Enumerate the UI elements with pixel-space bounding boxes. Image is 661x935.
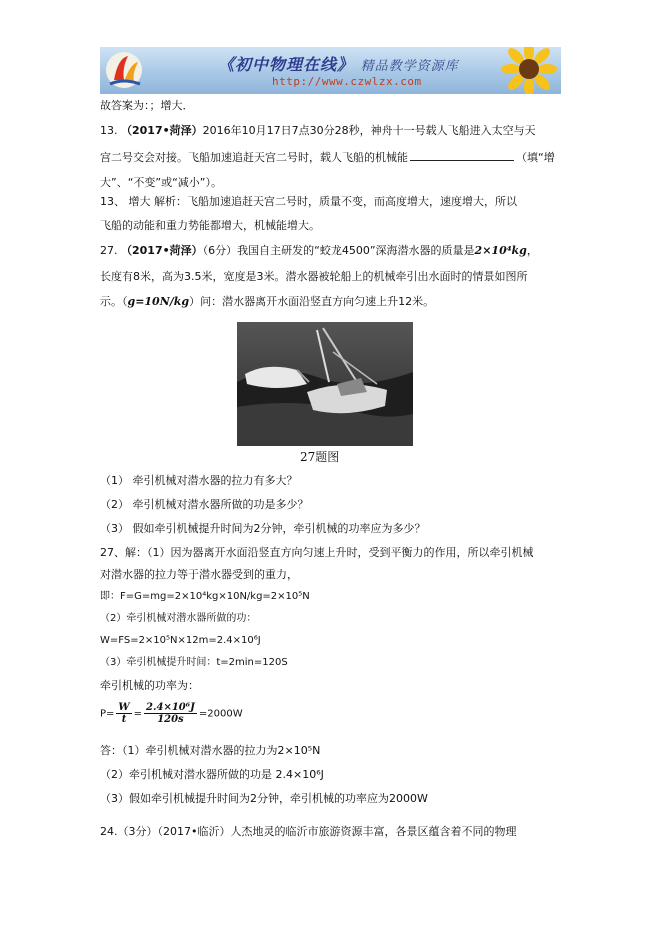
banner-title xyxy=(218,52,459,75)
q27-mass: 2×10⁴kg xyxy=(474,244,527,257)
solution-27-work: W=FS=2×10⁵N×12m=2.4×10⁶J xyxy=(100,635,261,646)
question-27-line3 xyxy=(100,295,434,309)
submersible-photo xyxy=(237,322,413,446)
fraction-denominator-1: t xyxy=(121,714,127,725)
banner-subtitle: 精品教学资源库 xyxy=(360,59,459,74)
question-13-line3: 大”、“不变”或“减小”）。 xyxy=(100,176,222,189)
solution-27-line1: 27、解：（1）因为器离开水面沿竖直方向匀速上升时，受到平衡力的作用，所以牵引机械 xyxy=(100,546,534,559)
fraction-denominator-2: 120s xyxy=(157,714,184,725)
answer-blank xyxy=(410,150,514,161)
q13-text: 2016年10月17日7点30分28秒，神舟十一号载人飞船进入太空与天 xyxy=(202,124,536,137)
question-27-line1 xyxy=(100,244,538,258)
answer-27-2: （2）牵引机械对潜水器所做的功是 2.4×10⁶J xyxy=(100,768,324,781)
q13-text-2: 宫二号交会对接。飞船加速追赶天宫二号时，载人飞船的机械能 xyxy=(100,151,408,164)
answer-27-1: 答：（1）牵引机械对潜水器的拉力为2×10⁵N xyxy=(100,744,321,757)
q13-number: 13. xyxy=(100,124,121,137)
sub-question-2: （2） 牵引机械对潜水器所做的功是多少？ xyxy=(100,498,309,511)
q13-hint: （填“增 xyxy=(516,151,555,164)
q27-source: （2017•菏泽） xyxy=(121,244,203,257)
figure-caption: 27题图 xyxy=(300,450,340,464)
question-13-line1 xyxy=(100,124,536,138)
q27-text-3c: ）问：潜水器离开水面沿竖直方向匀速上升12米。 xyxy=(189,295,435,308)
formula-result: =2000W xyxy=(198,708,243,720)
sub-question-1: （1） 牵引机械对潜水器的拉力有多大？ xyxy=(100,474,298,487)
solution-27-work-label: （2）牵引机械对潜水器所做的功： xyxy=(100,613,257,624)
power-formula xyxy=(100,702,243,725)
banner-url: http://www.czwlzx.com xyxy=(272,75,422,88)
solution-27-time: （3）牵引机械提升时间：t=2min=120S xyxy=(100,657,288,668)
solution-27-power-label: 牵引机械的功率为： xyxy=(100,679,199,692)
sub-question-3: （3） 假如牵引机械提升时间为2分钟，牵引机械的功率应为多少？ xyxy=(100,522,426,535)
sunflower-icon xyxy=(501,47,557,94)
logo-icon xyxy=(104,50,144,90)
answer-27-3: （3）假如牵引机械提升时间为2分钟，牵引机械的功率应为2000W xyxy=(100,792,428,805)
gravity-constant: g=10N/kg xyxy=(127,295,190,308)
fraction-numerator-1: W xyxy=(118,702,130,713)
fraction-w-over-t xyxy=(116,702,131,725)
question-24-line1: 24.（3分）（2017•临沂）人杰地灵的临沂市旅游资源丰富，各景区蕴含着不同的物理 xyxy=(100,825,517,838)
fraction-numerator-2: 2.4×10⁶J xyxy=(146,702,195,713)
fraction-values xyxy=(144,702,197,725)
solution-13-line1: 13、 增大 解析：飞船加速追赶天宫二号时，质量不变，而高度增大，速度增大，所以 xyxy=(100,195,517,208)
q27-text: （6分）我国自主研发的“蛟龙4500”深海潜水器的质量是 xyxy=(202,244,475,257)
question-27-line2: 长度有8米，高为3.5米，宽度是3米。潜水器被轮船上的机械牵引出水面时的情景如图所 xyxy=(100,270,528,283)
q27-text-3a: 示。（ xyxy=(100,295,128,308)
answer-line: 故答案为：；增大． xyxy=(100,99,194,112)
header-banner xyxy=(100,47,561,94)
solution-27-line2: 对潜水器的拉力等于潜水器受到的重力， xyxy=(100,568,298,581)
q27-number: 27. xyxy=(100,244,121,257)
submersible-photo-image xyxy=(237,322,413,446)
solution-27-force: 即：F=G=mg=2×10⁴kg×10N/kg=2×10⁵N xyxy=(100,591,310,602)
banner-title-main: 《初中物理在线》 xyxy=(218,55,355,74)
formula-prefix: P= xyxy=(100,708,115,720)
question-13-line2 xyxy=(100,150,555,165)
q27-comma: ， xyxy=(526,244,538,257)
q13-source: （2017•菏泽） xyxy=(121,124,203,137)
formula-equals: = xyxy=(133,708,143,720)
solution-13-line2: 飞船的动能和重力势能都增大，机械能增大。 xyxy=(100,219,320,232)
